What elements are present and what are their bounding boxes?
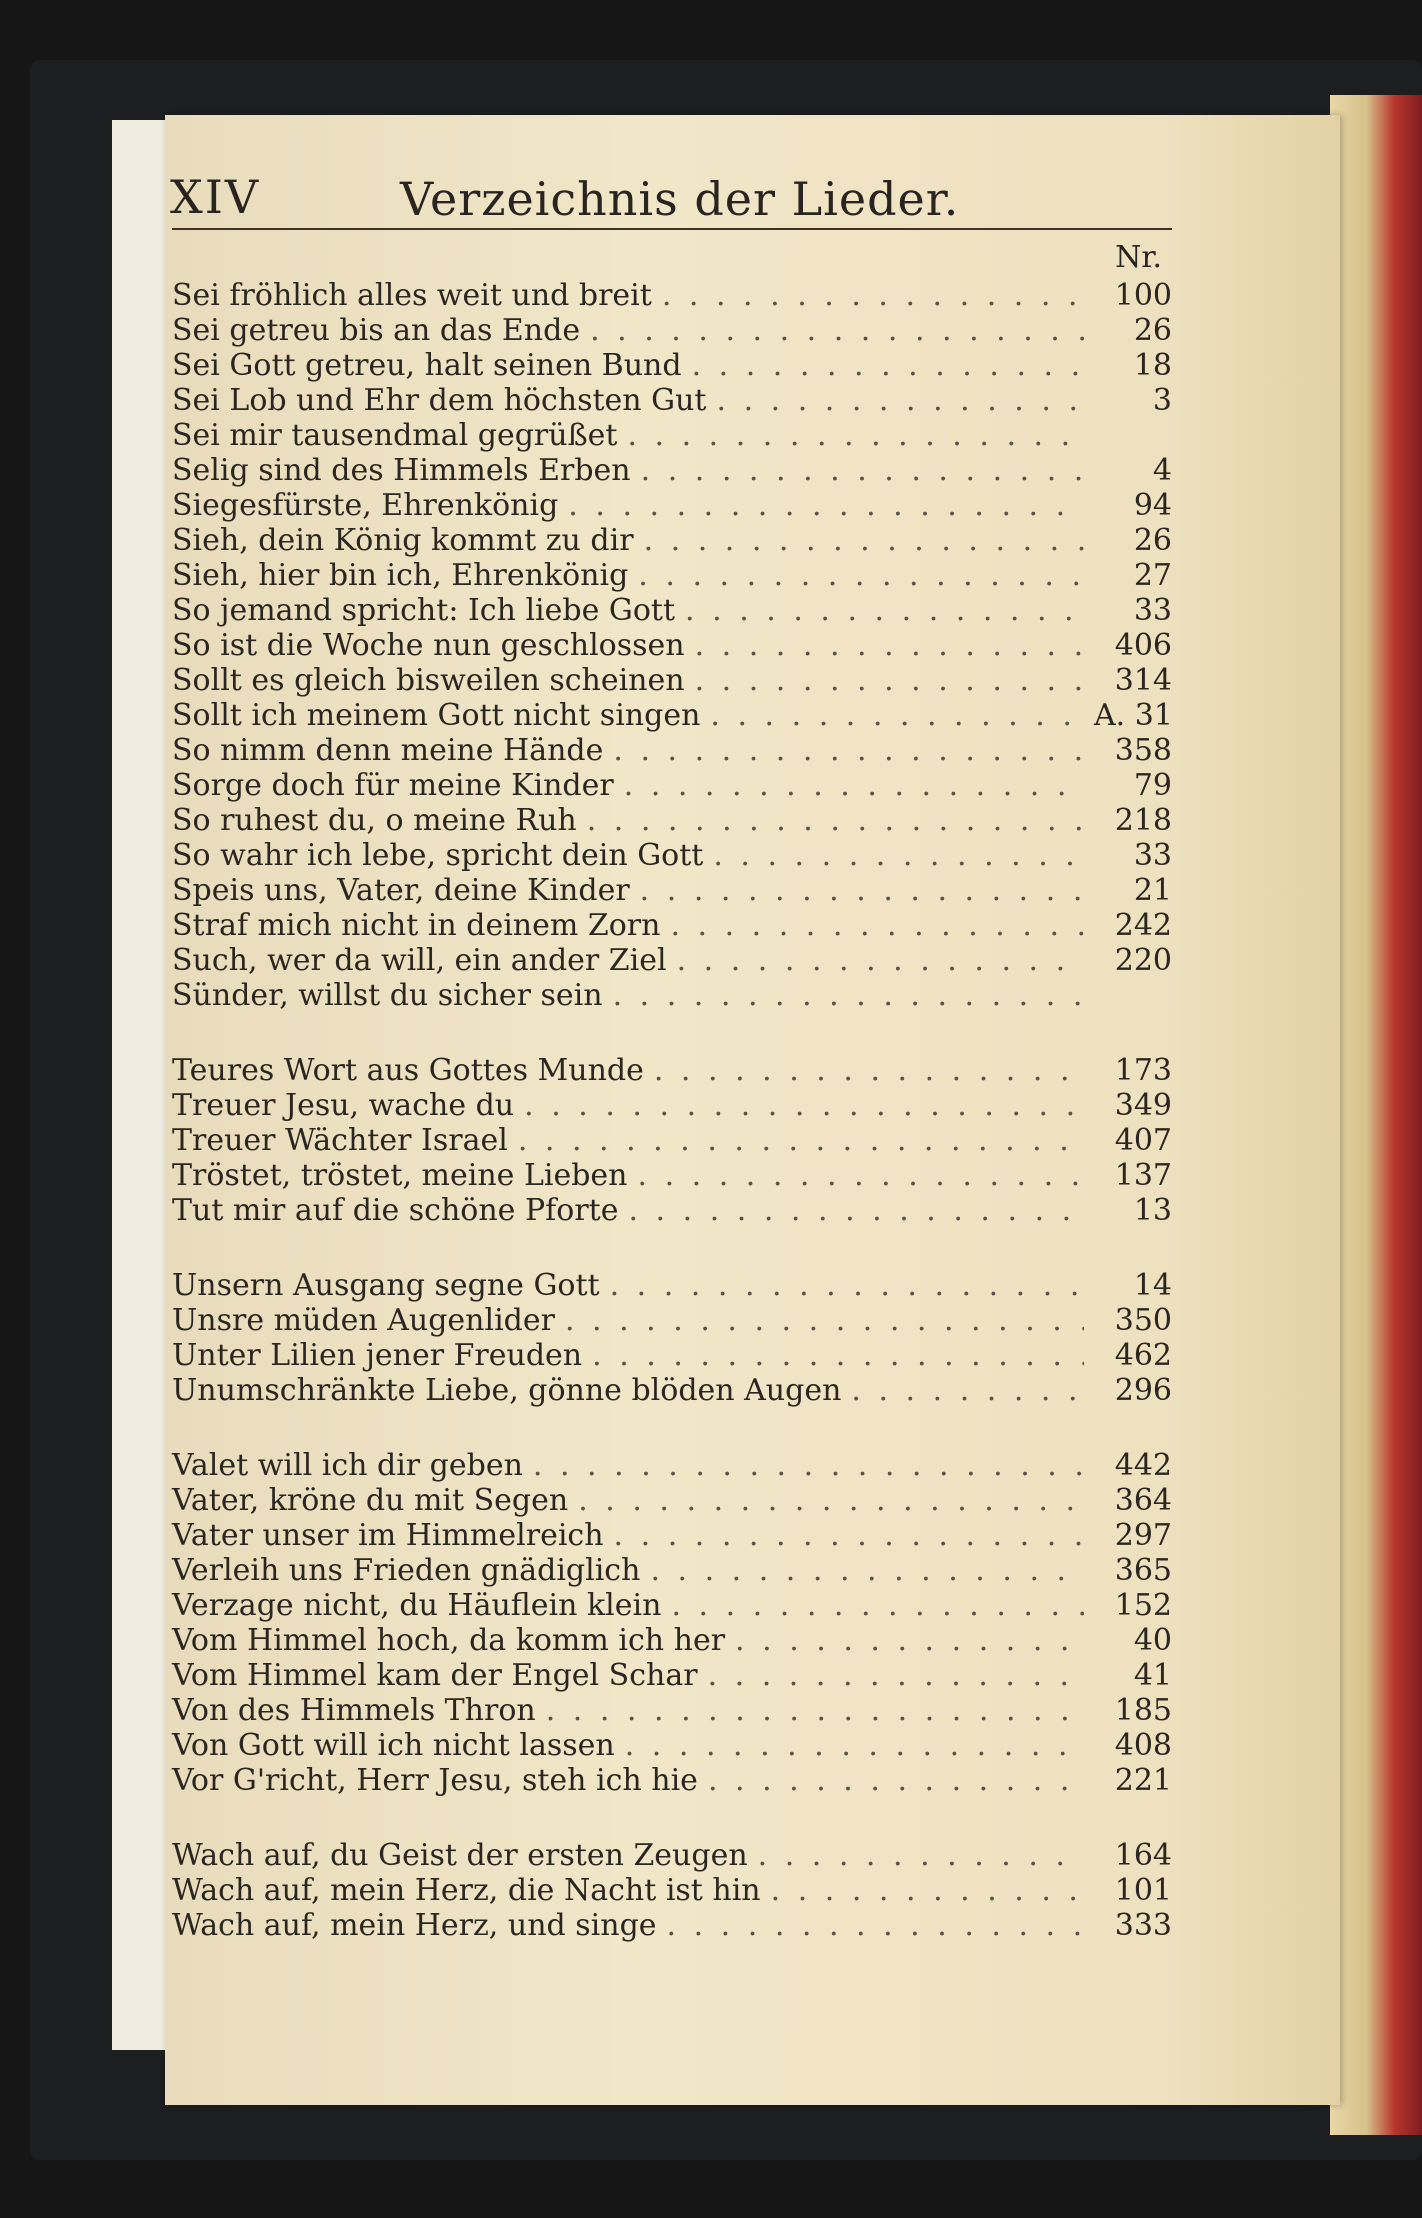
entry-number: 137 <box>1114 1158 1172 1193</box>
list-item <box>172 523 1172 558</box>
list-item <box>172 838 1172 873</box>
list-item <box>172 1763 1172 1798</box>
entry-number: 101 <box>1114 1873 1172 1908</box>
entry-number: 364 <box>1114 1483 1172 1518</box>
list-item <box>172 1553 1172 1588</box>
entry-title: Vom Himmel hoch, da komm ich her <box>172 1623 726 1658</box>
leader-dots <box>717 383 1085 418</box>
list-item <box>172 803 1172 838</box>
entry-title: Valet will ich dir geben <box>172 1448 523 1483</box>
entry-number: 79 <box>1133 768 1172 803</box>
entry-title: Such, wer da will, ein ander Ziel <box>172 943 667 978</box>
leader-dots <box>578 1483 1084 1518</box>
song-index-list <box>172 278 1172 1983</box>
leader-dots <box>644 523 1084 558</box>
entry-title: Wach auf, du Geist der ersten Zeugen <box>172 1838 748 1873</box>
leader-dots <box>710 698 1084 733</box>
entry-title: Sieh, dein König kommt zu dir <box>172 523 634 558</box>
leader-dots <box>640 873 1084 908</box>
list-item <box>172 1588 1172 1623</box>
leader-dots <box>654 1053 1084 1088</box>
list-item <box>172 1658 1172 1693</box>
leader-dots <box>641 453 1084 488</box>
entry-number: 41 <box>1133 1658 1172 1693</box>
leader-dots <box>565 1303 1084 1338</box>
entry-title: Sei fröhlich alles weit und breit <box>172 278 652 313</box>
list-item <box>172 1728 1172 1763</box>
leader-dots <box>638 558 1084 593</box>
leader-dots <box>590 313 1084 348</box>
entry-number: 297 <box>1114 1518 1172 1553</box>
entry-number: 173 <box>1114 1053 1172 1088</box>
list-item <box>172 1268 1172 1303</box>
leader-dots <box>613 978 1084 1013</box>
list-item <box>172 698 1172 733</box>
entry-number: 296 <box>1114 1373 1172 1408</box>
entry-title: So ruhest du, o meine Ruh <box>172 803 577 838</box>
leader-dots <box>671 1588 1084 1623</box>
entry-title: Verleih uns Frieden gnädiglich <box>172 1553 641 1588</box>
entry-title: Tut mir auf die schöne Pforte <box>172 1193 619 1228</box>
leader-dots <box>677 943 1084 978</box>
entry-number: 358 <box>1114 733 1172 768</box>
leader-dots <box>533 1448 1084 1483</box>
entry-title: Treuer Jesu, wache du <box>172 1088 515 1123</box>
list-item <box>172 348 1172 383</box>
leader-dots <box>670 908 1084 943</box>
leader-dots <box>610 1268 1084 1303</box>
entry-number: 100 <box>1114 278 1172 313</box>
entry-number: 333 <box>1114 1908 1172 1943</box>
list-item <box>172 873 1172 908</box>
page-title: Verzeichnis der Lieder. <box>400 172 960 226</box>
list-item <box>172 1483 1172 1518</box>
entry-title: Sünder, willst du sicher sein <box>172 978 603 1013</box>
entry-number: 152 <box>1114 1588 1172 1623</box>
leader-dots <box>546 1693 1084 1728</box>
leader-dots <box>851 1373 1084 1408</box>
list-item <box>172 593 1172 628</box>
entry-title: Sei Gott getreu, halt seinen Bund <box>172 348 682 383</box>
list-item <box>172 1518 1172 1553</box>
entry-number: 18 <box>1133 348 1172 383</box>
entry-number: 349 <box>1114 1088 1172 1123</box>
leader-dots <box>713 838 1084 873</box>
page-number: XIV <box>170 170 261 224</box>
leader-dots <box>638 1158 1085 1193</box>
list-item <box>172 1303 1172 1338</box>
list-item <box>172 1088 1172 1123</box>
entry-number: 314 <box>1114 663 1172 698</box>
index-section-v <box>172 1448 1172 1798</box>
entry-title: Sollt es gleich bisweilen scheinen <box>172 663 685 698</box>
entry-number: 4 <box>1152 453 1172 488</box>
list-item <box>172 453 1172 488</box>
entry-number: 408 <box>1114 1728 1172 1763</box>
entry-number: A. 31 <box>1094 698 1173 733</box>
entry-title: Unsre müden Augenlider <box>172 1303 555 1338</box>
entry-number: 220 <box>1114 943 1172 978</box>
entry-title: Von des Himmels Thron <box>172 1693 536 1728</box>
leader-dots <box>708 1658 1084 1693</box>
leader-dots <box>695 628 1084 663</box>
entry-title: Sei mir tausendmal gegrüßet <box>172 418 618 453</box>
entry-title: So jemand spricht: Ich liebe Gott <box>172 593 676 628</box>
list-item <box>172 1338 1172 1373</box>
list-item <box>172 1123 1172 1158</box>
entry-number: 406 <box>1114 628 1172 663</box>
entry-title: Sollt ich meinem Gott nicht singen <box>172 698 701 733</box>
list-item <box>172 1373 1172 1408</box>
leader-dots <box>627 418 1084 453</box>
entry-number: 26 <box>1133 523 1172 558</box>
entry-title: Von Gott will ich nicht lassen <box>172 1728 615 1763</box>
leader-dots <box>735 1623 1084 1658</box>
entry-number: 14 <box>1133 1268 1172 1303</box>
list-item <box>172 558 1172 593</box>
list-item <box>172 1053 1172 1088</box>
entry-title: So wahr ich lebe, spricht dein Gott <box>172 838 704 873</box>
entry-title: So nimm denn meine Hände <box>172 733 604 768</box>
list-item <box>172 1838 1172 1873</box>
list-item <box>172 978 1172 1013</box>
leader-dots <box>650 1553 1084 1588</box>
column-label: Nr. <box>1115 240 1162 275</box>
list-item <box>172 1193 1172 1228</box>
list-item <box>172 418 1172 453</box>
leader-dots <box>613 733 1084 768</box>
index-section-s <box>172 278 1172 1013</box>
entry-title: Unter Lilien jener Freuden <box>172 1338 583 1373</box>
entry-number: 185 <box>1114 1693 1172 1728</box>
leader-dots <box>662 278 1084 313</box>
entry-number: 218 <box>1114 803 1172 838</box>
entry-number: 27 <box>1133 558 1172 593</box>
entry-title: Sei getreu bis an das Ende <box>172 313 581 348</box>
entry-number: 33 <box>1133 593 1172 628</box>
list-item <box>172 943 1172 978</box>
entry-number: 40 <box>1133 1623 1172 1658</box>
list-item <box>172 313 1172 348</box>
entry-title: Vater unser im Himmelreich <box>172 1518 604 1553</box>
list-item <box>172 768 1172 803</box>
entry-number: 164 <box>1114 1838 1172 1873</box>
leader-dots <box>587 803 1084 838</box>
entry-number: 3 <box>1152 383 1172 418</box>
entry-title: Siegesfürste, Ehrenkönig <box>172 488 559 523</box>
header-rule <box>172 228 1172 230</box>
list-item <box>172 1448 1172 1483</box>
entry-title: Unumschränkte Liebe, gönne blöden Augen <box>172 1373 842 1408</box>
leader-dots <box>685 593 1084 628</box>
leader-dots <box>758 1838 1084 1873</box>
list-item <box>172 1908 1172 1943</box>
entry-title: Straf mich nicht in deinem Zorn <box>172 908 661 943</box>
leader-dots <box>524 1088 1084 1123</box>
entry-number: 21 <box>1133 873 1172 908</box>
entry-number: 221 <box>1114 1763 1172 1798</box>
page-block-edge <box>1330 95 1422 2135</box>
entry-title: Teures Wort aus Gottes Munde <box>172 1053 644 1088</box>
entry-title: Wach auf, mein Herz, und singe <box>172 1908 657 1943</box>
entry-title: So ist die Woche nun geschlossen <box>172 628 685 663</box>
index-section-w <box>172 1838 1172 1943</box>
entry-title: Vor G'richt, Herr Jesu, steh ich hie <box>172 1763 698 1798</box>
leader-dots <box>667 1908 1084 1943</box>
entry-number: 350 <box>1114 1303 1172 1338</box>
entry-number: 462 <box>1114 1338 1172 1373</box>
list-item <box>172 1693 1172 1728</box>
entry-number: 242 <box>1114 908 1172 943</box>
entry-title: Sei Lob und Ehr dem höchsten Gut <box>172 383 707 418</box>
entry-title: Unsern Ausgang segne Gott <box>172 1268 600 1303</box>
list-item <box>172 1623 1172 1658</box>
entry-title: Tröstet, tröstet, meine Lieben <box>172 1158 628 1193</box>
entry-number: 365 <box>1114 1553 1172 1588</box>
index-section-u <box>172 1268 1172 1408</box>
leader-dots <box>708 1763 1084 1798</box>
list-item <box>172 1158 1172 1193</box>
list-item <box>172 383 1172 418</box>
entry-title: Speis uns, Vater, deine Kinder <box>172 873 630 908</box>
entry-number: 94 <box>1133 488 1172 523</box>
list-item <box>172 733 1172 768</box>
entry-title: Sieh, hier bin ich, Ehrenkönig <box>172 558 629 593</box>
leader-dots <box>624 768 1084 803</box>
entry-title: Selig sind des Himmels Erben <box>172 453 631 488</box>
list-item <box>172 908 1172 943</box>
entry-title: Vom Himmel kam der Engel Schar <box>172 1658 698 1693</box>
leader-dots <box>614 1518 1084 1553</box>
entry-title: Wach auf, mein Herz, die Nacht ist hin <box>172 1873 761 1908</box>
entry-number: 33 <box>1133 838 1172 873</box>
entry-title: Vater, kröne du mit Segen <box>172 1483 569 1518</box>
entry-number: 13 <box>1133 1193 1172 1228</box>
list-item <box>172 628 1172 663</box>
leader-dots <box>695 663 1084 698</box>
list-item <box>172 663 1172 698</box>
entry-number: 442 <box>1114 1448 1172 1483</box>
leader-dots <box>568 488 1084 523</box>
list-item <box>172 278 1172 313</box>
entry-title: Sorge doch für meine Kinder <box>172 768 614 803</box>
entry-number: 26 <box>1133 313 1172 348</box>
entry-title: Treuer Wächter Israel <box>172 1123 508 1158</box>
entry-number: 407 <box>1114 1123 1172 1158</box>
leader-dots <box>625 1728 1084 1763</box>
list-item <box>172 488 1172 523</box>
leader-dots <box>771 1873 1084 1908</box>
leader-dots <box>692 348 1084 383</box>
leader-dots <box>592 1338 1084 1373</box>
list-item <box>172 1873 1172 1908</box>
index-section-t <box>172 1053 1172 1228</box>
leader-dots <box>628 1193 1084 1228</box>
entry-title: Verzage nicht, du Häuflein klein <box>172 1588 662 1623</box>
leader-dots <box>518 1123 1084 1158</box>
